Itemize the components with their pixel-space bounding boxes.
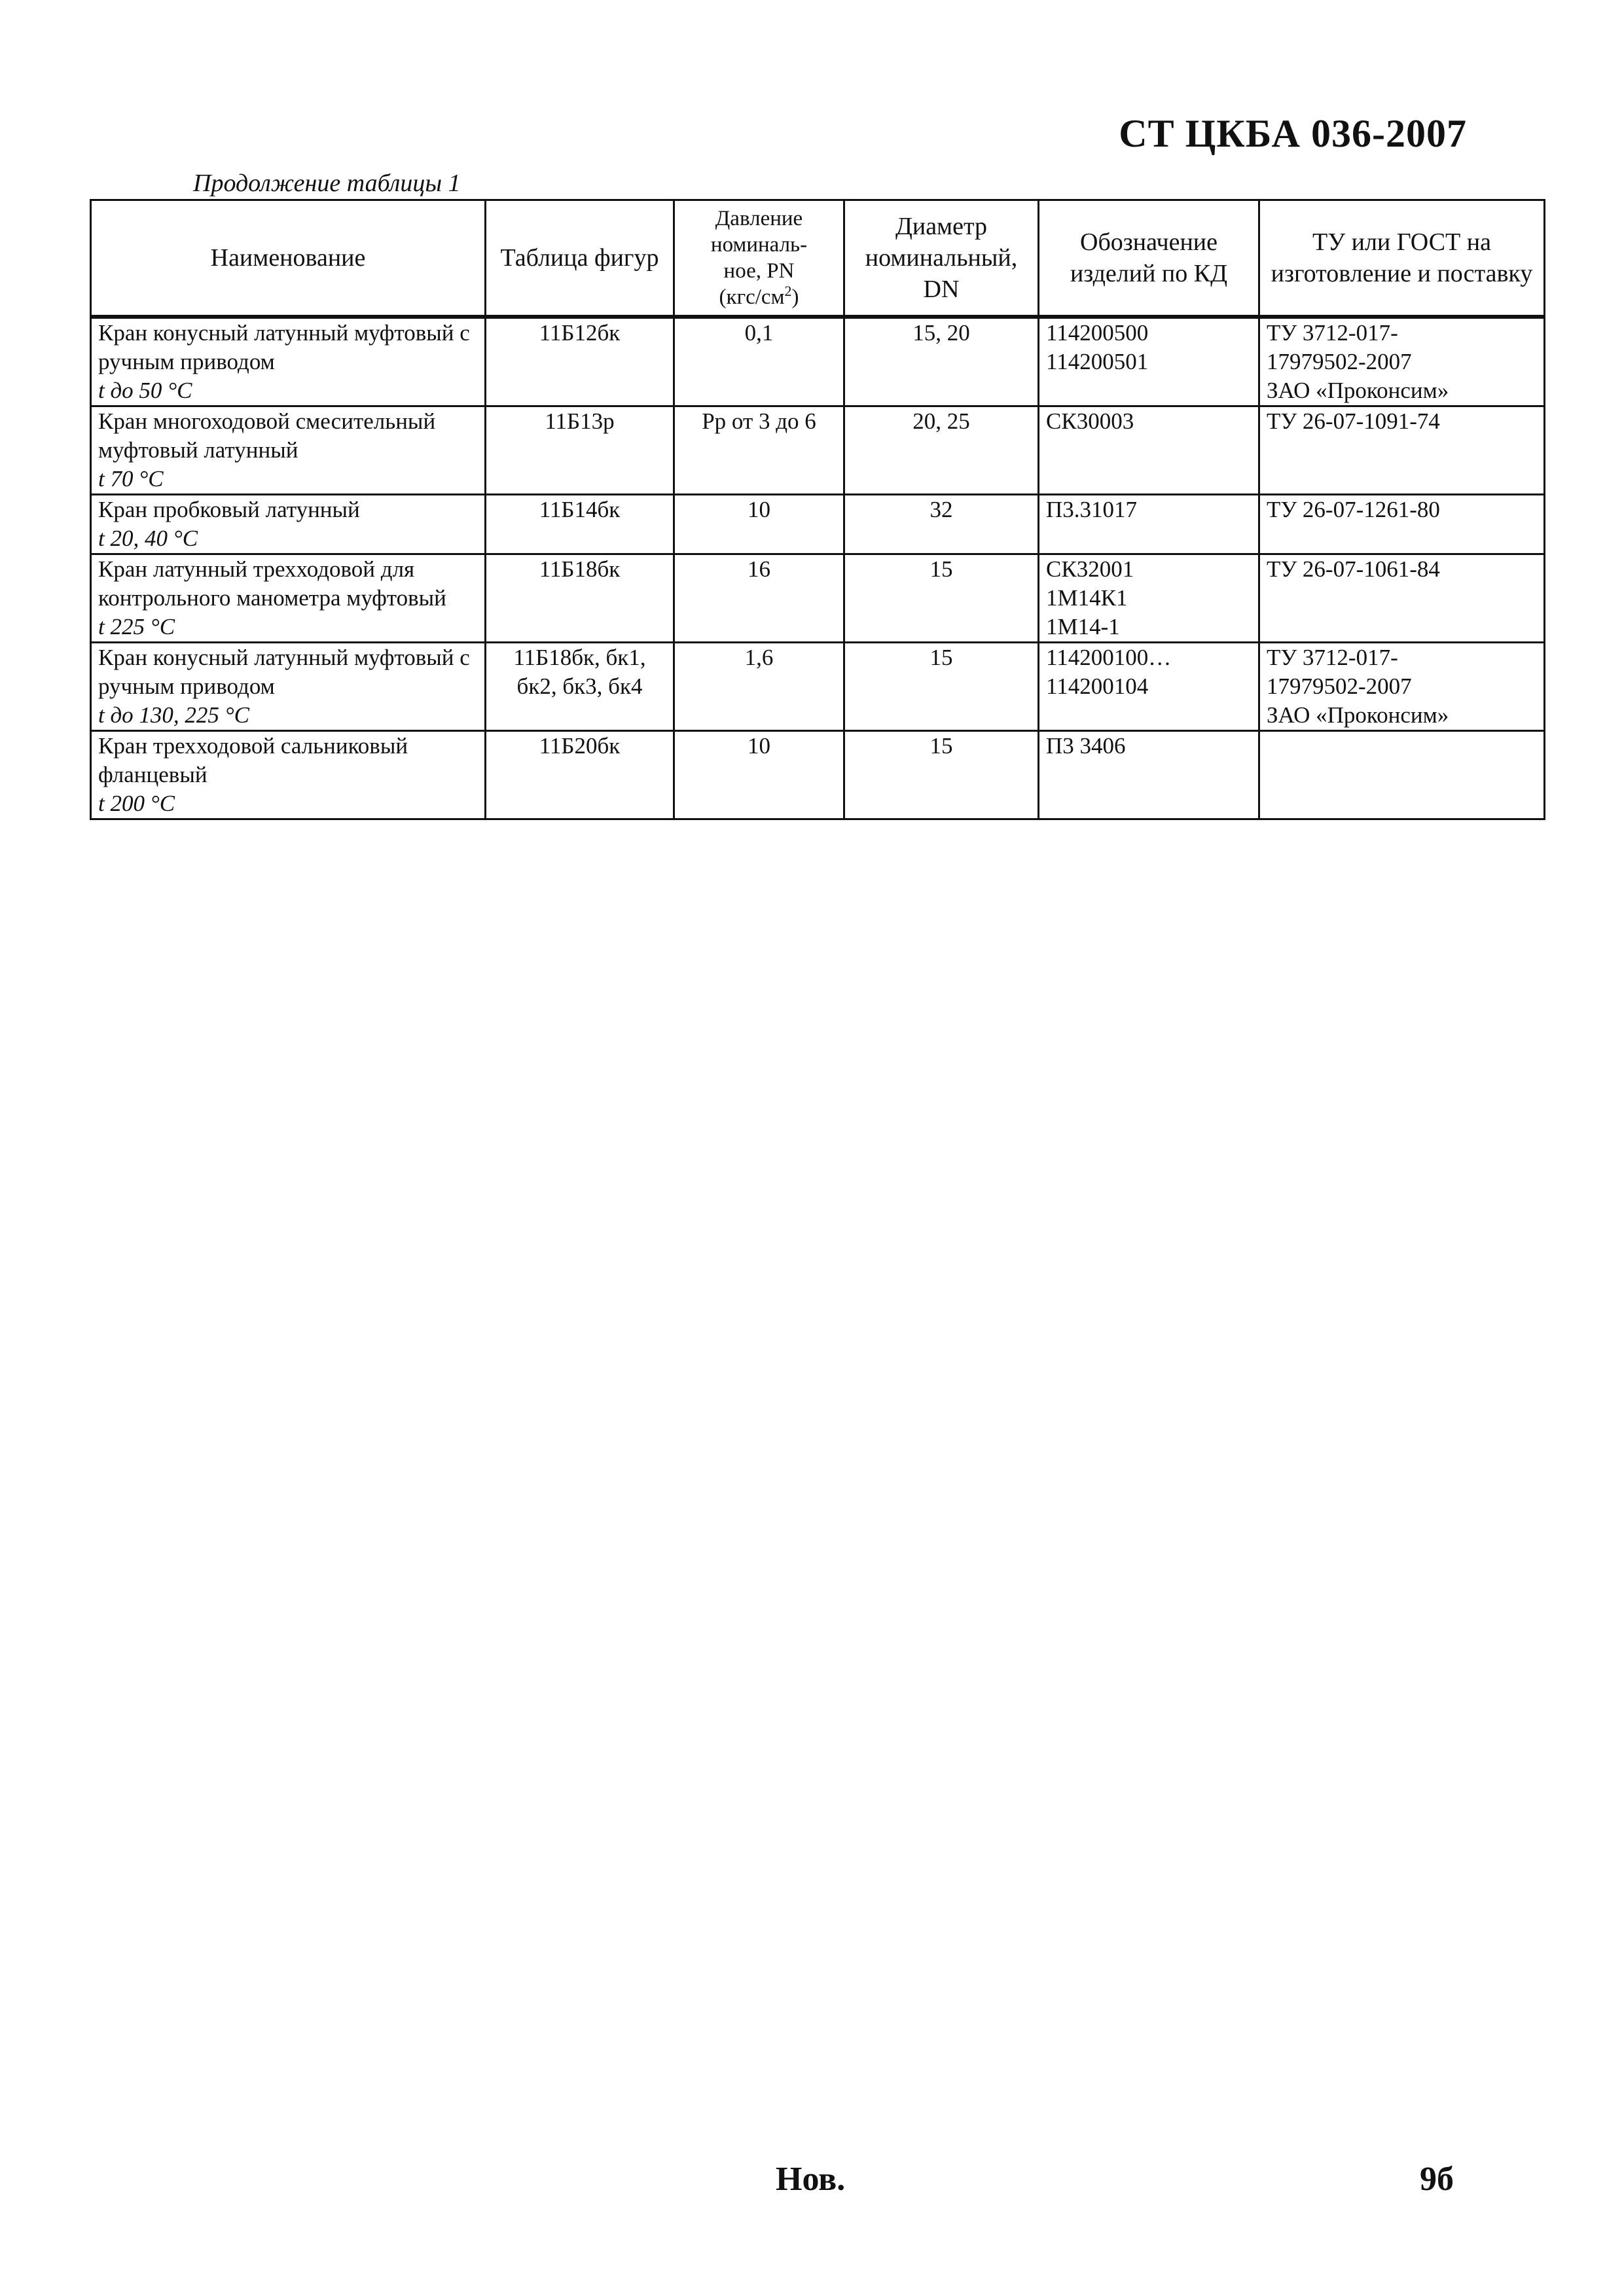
valve-temperature: t до 50 °С <box>98 378 192 403</box>
valve-temperature: t 20, 40 °С <box>98 526 198 551</box>
cell-name <box>91 317 486 406</box>
cell-name <box>91 554 486 643</box>
header-figure-table: Таблица фигур <box>486 200 674 317</box>
cell-diameter: 20, 25 <box>844 406 1039 495</box>
cell-diameter: 15 <box>844 554 1039 643</box>
table-caption: Продолжение таблицы 1 <box>193 170 461 197</box>
cell-designation: П3 3406 <box>1039 731 1259 819</box>
cell-figure: 11Б13р <box>486 406 674 495</box>
cell-standard: ТУ 26-07-1061-84 <box>1259 554 1545 643</box>
page-number: 9б <box>1420 2161 1454 2198</box>
header-diameter: Диаметр номинальный, DN <box>844 200 1039 317</box>
header-designation: Обозначение изделий по КД <box>1039 200 1259 317</box>
valve-temperature: t 200 °С <box>98 791 175 816</box>
cell-standard: ТУ 26-07-1091-74 <box>1259 406 1545 495</box>
cell-figure: 11Б18бк, бк1, бк2, бк3, бк4 <box>486 643 674 731</box>
cell-standard <box>1259 731 1545 819</box>
cell-standard: ТУ 3712-017- 17979502-2007 ЗАО «Проконсим» <box>1259 643 1545 731</box>
header-name: Наименование <box>91 200 486 317</box>
valve-temperature: t 225 °С <box>98 614 175 639</box>
cell-figure: 11Б14бк <box>486 495 674 554</box>
header-pressure-line1: Давление <box>715 207 803 230</box>
header-pressure-line2: номиналь- <box>710 233 808 257</box>
header-standard: ТУ или ГОСТ на изготовление и поставку <box>1259 200 1545 317</box>
cell-diameter: 15 <box>844 731 1039 819</box>
header-pressure-unit-exponent: 2 <box>784 283 792 299</box>
cell-pressure: 0,1 <box>674 317 844 406</box>
cell-pressure: 10 <box>674 731 844 819</box>
table-header-row <box>91 200 1545 317</box>
cell-pressure: Рр от 3 до 6 <box>674 406 844 495</box>
header-pressure-line4 <box>681 284 837 310</box>
cell-diameter: 32 <box>844 495 1039 554</box>
cell-designation: 114200100… 114200104 <box>1039 643 1259 731</box>
table-row <box>91 406 1545 495</box>
cell-name <box>91 731 486 819</box>
valve-name: Кран латунный трехходовой для контрольного манометра муфтовый <box>98 556 446 611</box>
revision-note: Нов. <box>776 2161 846 2198</box>
valve-name: Кран конусный латунный муфтовый с ручным приводом <box>98 320 470 374</box>
cell-name <box>91 495 486 554</box>
cell-standard: ТУ 26-07-1261-80 <box>1259 495 1545 554</box>
table-row <box>91 495 1545 554</box>
valve-temperature: t 70 °С <box>98 466 164 492</box>
cell-name <box>91 643 486 731</box>
header-pressure-line3: ное, PN <box>723 259 795 283</box>
cell-figure: 11Б18бк <box>486 554 674 643</box>
cell-designation: П3.31017 <box>1039 495 1259 554</box>
cell-figure: 11Б20бк <box>486 731 674 819</box>
valve-name: Кран пробковый латунный <box>98 497 360 522</box>
cell-diameter: 15 <box>844 643 1039 731</box>
header-pressure-unit: (кгс/см <box>719 285 785 309</box>
header-pressure-unit-close: ) <box>791 285 799 309</box>
valves-table <box>90 199 1545 820</box>
cell-pressure: 1,6 <box>674 643 844 731</box>
cell-designation: СК32001 1М14К1 1М14-1 <box>1039 554 1259 643</box>
table-row <box>91 731 1545 819</box>
table-row <box>91 554 1545 643</box>
cell-designation: 114200500 114200501 <box>1039 317 1259 406</box>
document-code: СТ ЦКБА 036-2007 <box>1119 112 1467 155</box>
table-row <box>91 643 1545 731</box>
header-pressure <box>674 200 844 317</box>
table-row <box>91 317 1545 406</box>
valve-temperature: t до 130, 225 °С <box>98 702 250 728</box>
cell-designation: СК30003 <box>1039 406 1259 495</box>
valve-name: Кран трехходовой сальниковый фланцевый <box>98 733 408 787</box>
valve-name: Кран конусный латунный муфтовый с ручным приводом <box>98 645 470 699</box>
cell-pressure: 16 <box>674 554 844 643</box>
cell-diameter: 15, 20 <box>844 317 1039 406</box>
cell-figure: 11Б12бк <box>486 317 674 406</box>
valve-name: Кран многоходовой смесительный муфтовый латунный <box>98 408 436 463</box>
cell-standard: ТУ 3712-017- 17979502-2007 ЗАО «Проконсим» <box>1259 317 1545 406</box>
cell-pressure: 10 <box>674 495 844 554</box>
cell-name <box>91 406 486 495</box>
